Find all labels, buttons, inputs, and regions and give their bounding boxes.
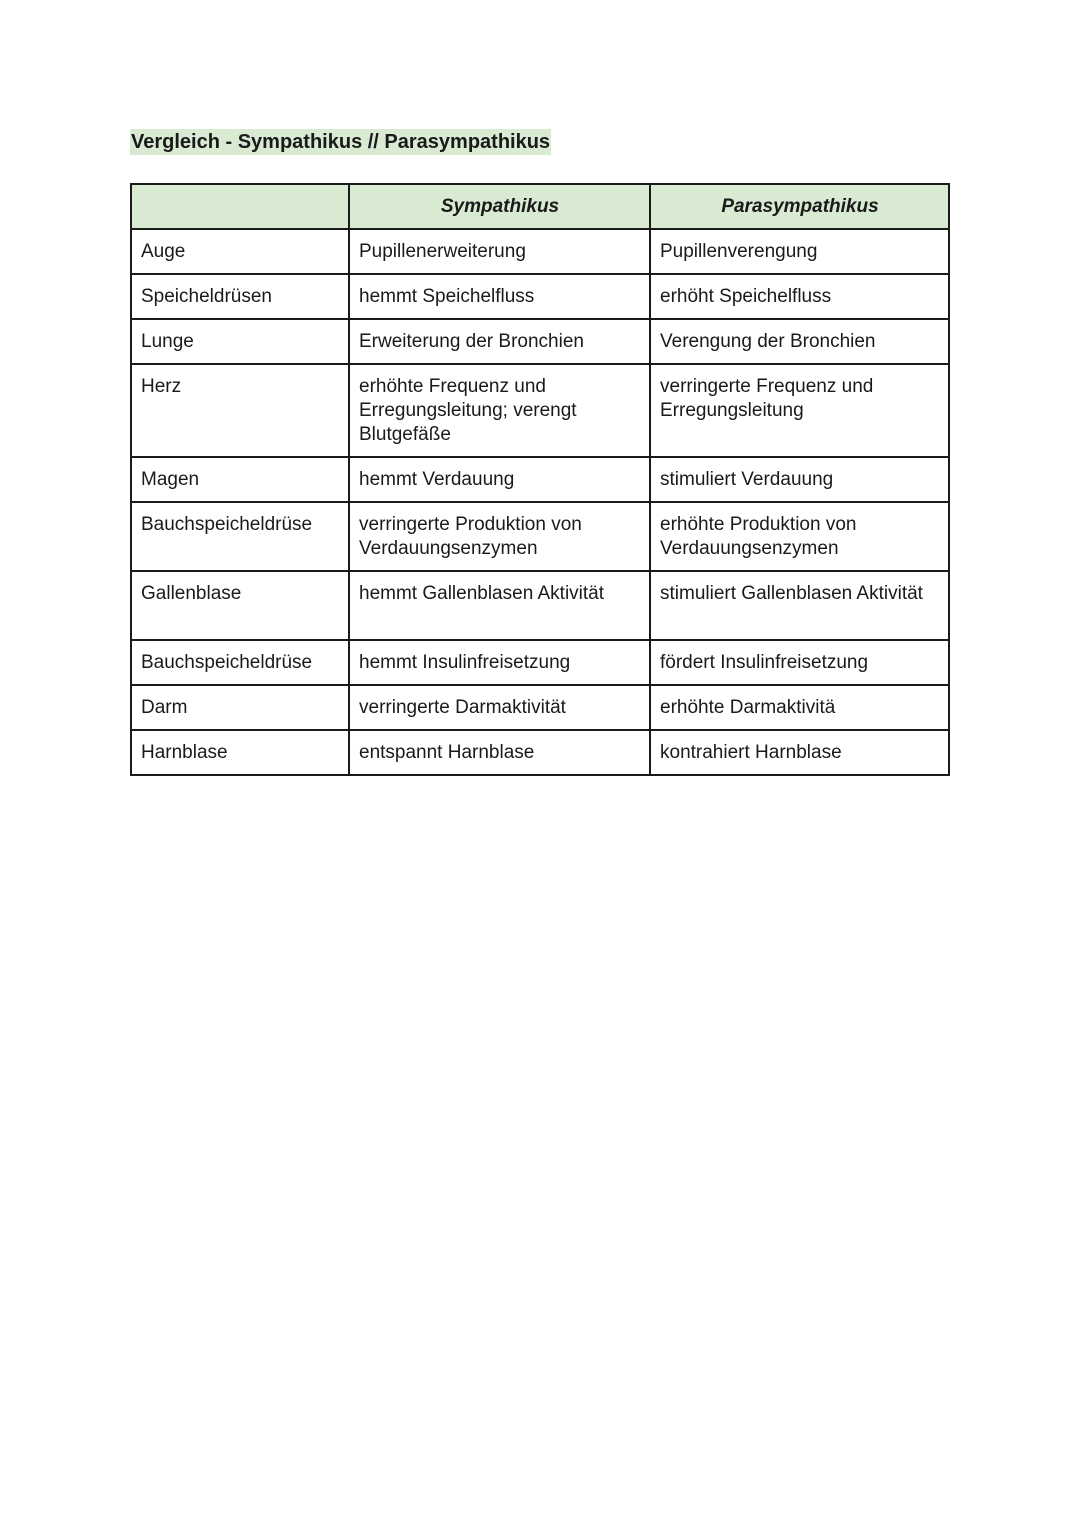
table-row [131, 457, 949, 502]
organ-cell: Bauchspeicheldrüse [131, 502, 349, 571]
parasympathikus-cell: fördert Insulinfreisetzung [650, 640, 949, 685]
header-parasympathikus: Parasympathikus [650, 184, 949, 229]
parasympathikus-cell: erhöhte Darmaktivitä [650, 685, 949, 730]
sympathikus-cell: hemmt Insulinfreisetzung [349, 640, 650, 685]
header-sympathikus: Sympathikus [349, 184, 650, 229]
organ-cell: Gallenblase [131, 571, 349, 640]
organ-cell: Speicheldrüsen [131, 274, 349, 319]
table-row [131, 685, 949, 730]
header-organ [131, 184, 349, 229]
parasympathikus-cell: stimuliert Gallenblasen Aktivität [650, 571, 949, 640]
sympathikus-cell: hemmt Speichelfluss [349, 274, 650, 319]
table-row [131, 229, 949, 274]
sympathikus-cell: erhöhte Frequenz und Erregungsleitung; verengt Blutgefäße [349, 364, 650, 457]
sympathikus-cell: verringerte Darmaktivität [349, 685, 650, 730]
parasympathikus-cell: Verengung der Bronchien [650, 319, 949, 364]
page-title: Vergleich - Sympathikus // Parasympathikus [131, 131, 551, 153]
organ-cell: Magen [131, 457, 349, 502]
parasympathikus-cell: Pupillenverengung [650, 229, 949, 274]
organ-cell: Lunge [131, 319, 349, 364]
table-row [131, 571, 949, 640]
table-row [131, 730, 949, 775]
table-row [131, 640, 949, 685]
parasympathikus-cell: verringerte Frequenz und Erregungsleitung [650, 364, 949, 457]
sympathikus-cell: Pupillenerweiterung [349, 229, 650, 274]
organ-cell: Bauchspeicheldrüse [131, 640, 349, 685]
table-row [131, 502, 949, 571]
comparison-table [130, 183, 950, 776]
table-row [131, 274, 949, 319]
organ-cell: Auge [131, 229, 349, 274]
sympathikus-cell: hemmt Gallenblasen Aktivität [349, 571, 650, 640]
organ-cell: Harnblase [131, 730, 349, 775]
parasympathikus-cell: stimuliert Verdauung [650, 457, 949, 502]
table-header-row [131, 184, 949, 229]
parasympathikus-cell: erhöht Speichelfluss [650, 274, 949, 319]
organ-cell: Herz [131, 364, 349, 457]
table-row [131, 364, 949, 457]
sympathikus-cell: entspannt Harnblase [349, 730, 650, 775]
sympathikus-cell: verringerte Produktion von Verdauungsenzymen [349, 502, 650, 571]
organ-cell: Darm [131, 685, 349, 730]
parasympathikus-cell: erhöhte Produktion von Verdauungsenzymen [650, 502, 949, 571]
parasympathikus-cell: kontrahiert Harnblase [650, 730, 949, 775]
sympathikus-cell: Erweiterung der Bronchien [349, 319, 650, 364]
table-row [131, 319, 949, 364]
sympathikus-cell: hemmt Verdauung [349, 457, 650, 502]
